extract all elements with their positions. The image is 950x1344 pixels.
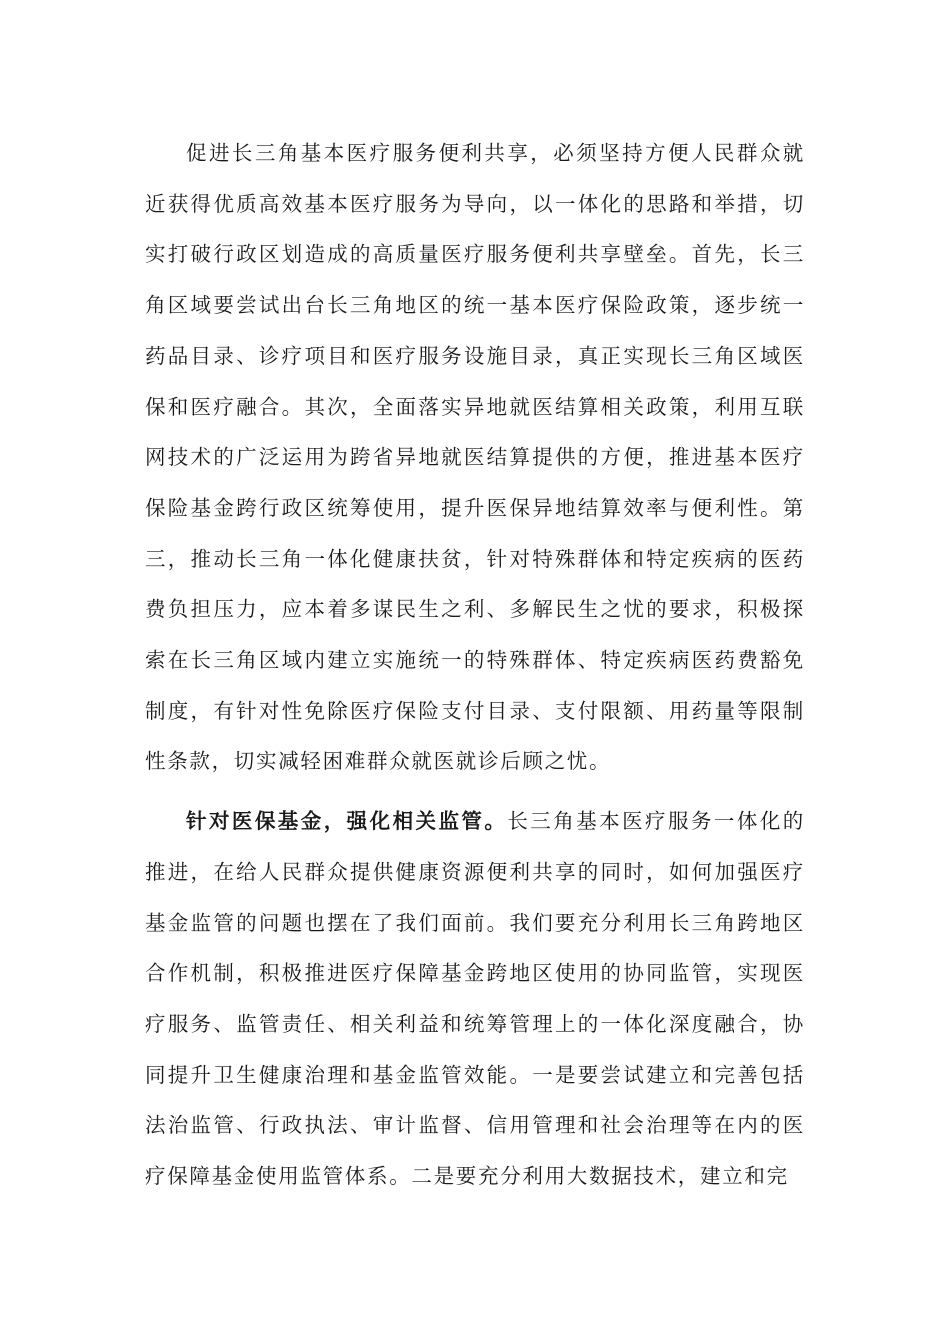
paragraph-2-lead-heading: 针对医保基金，强化相关监管。 bbox=[186, 809, 508, 834]
paragraph-fund-supervision bbox=[145, 796, 805, 1202]
paragraph-1-text: 促进长三角基本医疗服务便利共享，必须坚持方便人民群众就近获得优质高效基本医疗服务为导向，以一体化的思路和举措，切实打破行政区划造成的高质量医疗服务便利共享壁垒。首先，长三角区域要尝试出台长三角地区的统一基本医疗保险政策，逐步统一药品目录、诊疗项目和医疗服务设施目录，真正实现长三角区域医保和医疗融合。其次，全面落实异地就医结算相关政策，利用互联网技术的广泛运用为跨省异地就医结算提供的方便，推进基本医疗保险基金跨行政区统筹使用，提升医保异地结算效率与便利性。第三，推动长三角一体化健康扶贫，针对特殊群体和特定疾病的医药费负担压力，应本着多谋民生之利、多解民生之忧的要求，积极探索在长三角区域内建立实施统一的特殊群体、特定疾病医药费豁免制度，有针对性免除医疗保险支付目录、支付限额、用药量等限制性条款，切实减轻困难群众就医就诊后顾之忧。 bbox=[145, 141, 805, 774]
document-page bbox=[145, 128, 805, 1202]
paragraph-2-text: 长三角基本医疗服务一体化的推进，在给人民群众提供健康资源便利共享的同时，如何加强医疗基金监管的问题也摆在了我们面前。我们要充分利用长三角跨地区合作机制，积极推进医疗保障基金跨地区使用的协同监管，实现医疗服务、监管责任、相关利益和统筹管理上的一体化深度融合，协同提升卫生健康治理和基金监管效能。一是要尝试建立和完善包括法治监管、行政执法、审计监督、信用管理和社会治理等在内的医疗保障基金使用监管体系。二是要充分利用大数据技术，建立和完 bbox=[145, 809, 805, 1189]
paragraph-cross-region-medical-sharing bbox=[145, 128, 805, 787]
